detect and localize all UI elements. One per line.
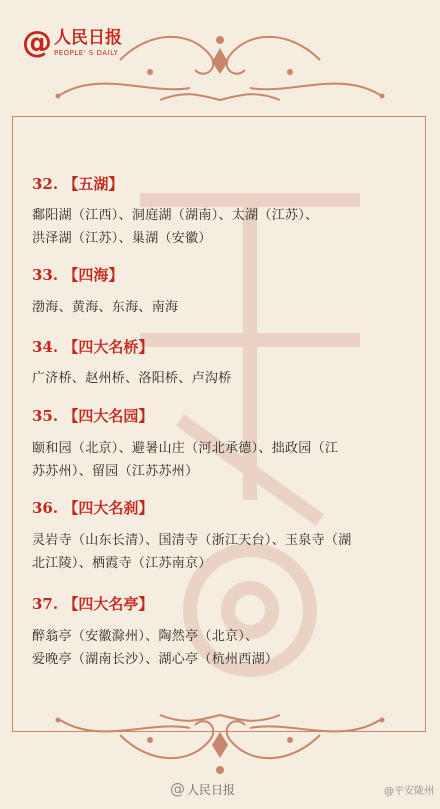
section-title: 33. 【四海】 <box>32 266 124 284</box>
section-text: 洪泽湖（江苏）、巢湖（安徽） <box>32 231 212 246</box>
logo-chinese-name: 人民日报 <box>54 28 122 48</box>
section-title: 36. 【四大名刹】 <box>32 499 154 517</box>
section-text: 广济桥、赵州桥、洛阳桥、卢沟桥 <box>32 371 232 386</box>
section-title: 32. 【五湖】 <box>32 175 124 193</box>
section-title: 34. 【四大名桥】 <box>32 338 154 356</box>
section-text: 醉翁亭（安徽滁州）、陶然亭（北京）、 <box>32 629 259 644</box>
footer-name: 人民日报 <box>187 782 236 797</box>
source-watermark: @平安陇州 <box>384 786 434 797</box>
section-title: 35. 【四大名园】 <box>32 407 154 425</box>
section-text: 北江陵）、栖霞寺（江苏南京） <box>32 556 212 571</box>
section-text: 爱晚亭（湖南长沙）、湖心亭（杭州西湖） <box>32 652 279 667</box>
section-text: 苏苏州）、留园（江苏苏州） <box>32 464 199 479</box>
bottom-ornament <box>0 700 440 790</box>
at-icon: @ <box>22 25 52 60</box>
footer-brand <box>170 780 235 798</box>
at-icon: @ <box>170 780 185 798</box>
section-text: 渤海、黄海、东海、南海 <box>32 300 179 315</box>
section-text: 灵岩寺（山东长清）、国清寺（浙江天台）、玉泉寺（湖 <box>32 533 352 548</box>
section-text: 颐和园（北京）、避暑山庄（河北承德）、拙政园（江 <box>32 441 339 456</box>
section-text: 鄱阳湖（江西）、洞庭湖（湖南）、太湖（江苏）、 <box>32 208 319 223</box>
section-title: 37. 【四大名亭】 <box>32 595 154 613</box>
logo-english-name: PEOPLE' S DAILY <box>54 49 119 57</box>
